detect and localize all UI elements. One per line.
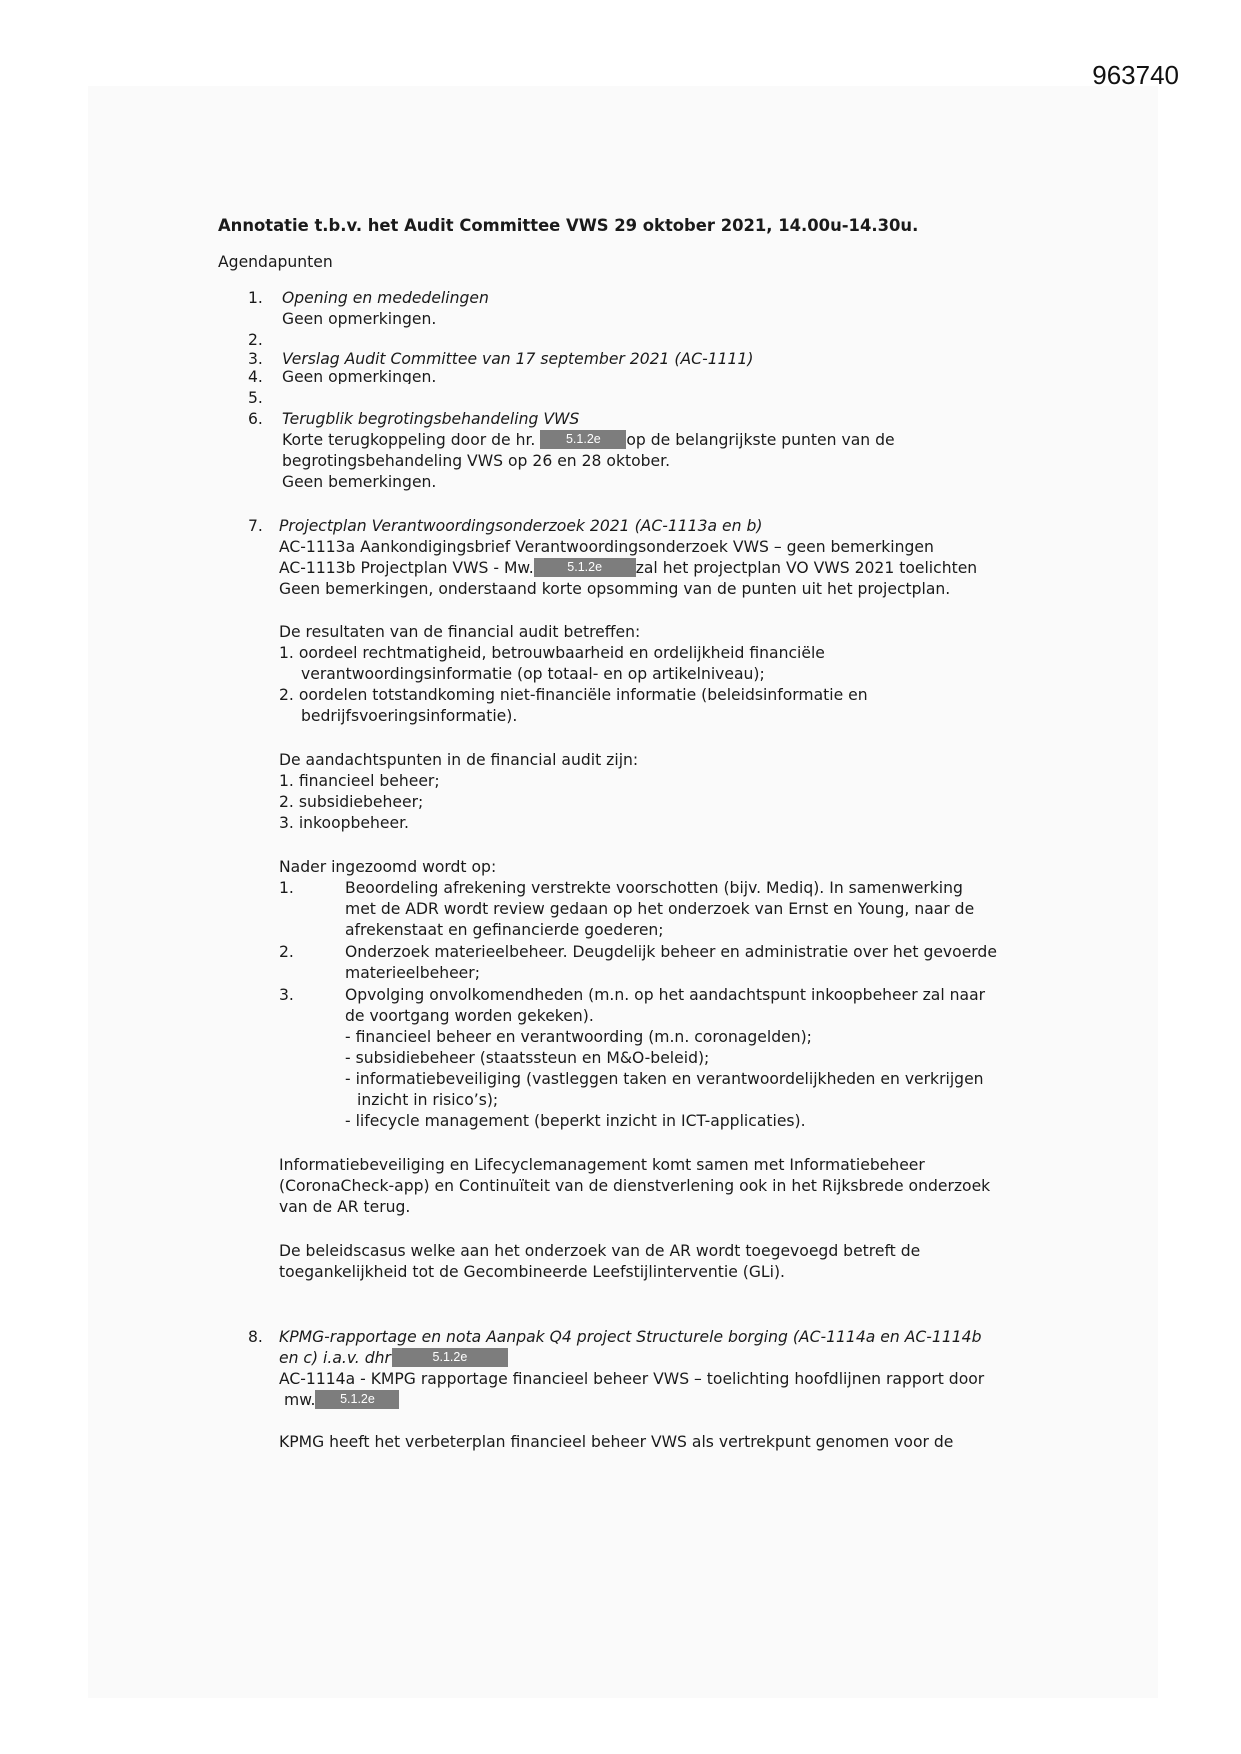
para-2-line-2: toegankelijkheid tot de Gecombineerde Leefstijlinterventie (GLi). — [279, 1263, 785, 1281]
zoom-heading: Nader ingezoomd wordt op: — [279, 858, 497, 876]
item-4-clipped-row — [240, 368, 440, 384]
item-3-title: Verslag Audit Committee van 17 september 2021 (AC-1111) — [282, 350, 754, 368]
agenda-heading: Agendapunten — [218, 253, 333, 271]
zoom-3-sub-4: - lifecycle management (beperkt inzicht in ICT-applicaties). — [345, 1112, 806, 1130]
item-2-number: 2. — [248, 331, 263, 349]
item-7-line-2-end: zal het projectplan VO VWS 2021 toelichten — [635, 559, 978, 577]
item-8-line-1: AC-1114a - KMPG rapportage financieel beheer VWS – toelichting hoofdlijnen rapport door — [279, 1370, 985, 1388]
zoom-1-line-1: Beoordeling afrekening verstrekte voorschotten (bijv. Mediq). In samenwerking — [345, 879, 963, 897]
para-2-line-1: De beleidscasus welke aan het onderzoek van de AR wordt toegevoegd betreft de — [279, 1242, 921, 1260]
result-2-line-2: bedrijfsvoeringsinformatie). — [301, 707, 518, 725]
item-3-number: 3. — [248, 350, 263, 368]
focus-item-2: 2. subsidiebeheer; — [279, 793, 424, 811]
item-7-line-3: Geen bemerkingen, onderstaand korte opsomming van de punten uit het projectplan. — [279, 580, 951, 598]
item-6-title: Terugblik begrotingsbehandeling VWS — [282, 410, 580, 428]
item-5-number: 5. — [248, 389, 263, 407]
item-8-number: 8. — [248, 1328, 263, 1346]
item-7-title: Projectplan Verantwoordingsonderzoek 2021 (AC-1113a en b) — [279, 517, 763, 535]
item-4-number: 4. — [248, 368, 263, 384]
result-1-line-1: 1. oordeel rechtmatigheid, betrouwbaarheid en ordelijkheid financiële — [279, 644, 825, 662]
focus-heading: De aandachtspunten in de financial audit zijn: — [279, 751, 639, 769]
item-8-line-2 — [284, 1390, 399, 1410]
redaction-box: 5.1.2e — [392, 1348, 508, 1367]
item-7-line-2 — [279, 558, 977, 578]
item-7-line-1: AC-1113a Aankondigingsbrief Verantwoordingsonderzoek VWS – geen bemerkingen — [279, 538, 934, 556]
item-6-number: 6. — [248, 410, 263, 428]
item-6-line-3: Geen bemerkingen. — [282, 473, 437, 491]
item-6-line-1 — [282, 430, 895, 450]
redaction-box: 5.1.2e — [540, 430, 626, 449]
zoom-2-line-1: Onderzoek materieelbeheer. Deugdelijk beheer en administratie over het gevoerde — [345, 943, 997, 961]
item-6-line-1-end: op de belangrijkste punten van de — [626, 431, 895, 449]
item-7-number: 7. — [248, 517, 263, 535]
para-1-line-3: van de AR terug. — [279, 1198, 411, 1216]
document-title: Annotatie t.b.v. het Audit Committee VWS 29 oktober 2021, 14.00u-14.30u. — [218, 216, 919, 235]
zoom-1-line-3: afrekenstaat en gefinancierde goederen; — [345, 921, 664, 939]
result-1-line-2: verantwoordingsinformatie (op totaal- en op artikelniveau); — [301, 665, 765, 683]
zoom-3-sub-3-line-2: inzicht in risico’s); — [357, 1091, 499, 1109]
item-1-title: Opening en mededelingen — [282, 289, 489, 307]
item-8-title-line-2 — [279, 1348, 508, 1368]
item-8-line-3: KPMG heeft het verbeterplan financieel beheer VWS als vertrekpunt genomen voor de — [279, 1433, 954, 1451]
zoom-1-number: 1. — [279, 879, 294, 897]
document-number: 963740 — [1092, 60, 1179, 90]
focus-item-3: 3. inkoopbeheer. — [279, 814, 410, 832]
zoom-3-line-2: de voortgang worden gekeken). — [345, 1007, 594, 1025]
focus-item-1: 1. financieel beheer; — [279, 772, 440, 790]
redaction-box: 5.1.2e — [315, 1390, 399, 1409]
item-4-remark: Geen opmerkingen. — [282, 368, 437, 384]
para-1-line-1: Informatiebeveiliging en Lifecyclemanagement komt samen met Informatiebeheer — [279, 1156, 925, 1174]
zoom-3-number: 3. — [279, 986, 294, 1004]
item-7-line-2-start: AC-1113b Projectplan VWS - Mw. — [279, 559, 534, 577]
zoom-2-number: 2. — [279, 943, 294, 961]
para-1-line-2: (CoronaCheck-app) en Continuïteit van de dienstverlening ook in het Rijksbrede onderzoek — [279, 1177, 991, 1195]
zoom-1-line-2: met de ADR wordt review gedaan op het onderzoek van Ernst en Young, naar de — [345, 900, 975, 918]
zoom-3-sub-1: - financieel beheer en verantwoording (m.n. coronagelden); — [345, 1028, 812, 1046]
item-8-title-line-2-text: en c) i.a.v. dhr — [279, 1349, 391, 1367]
zoom-3-sub-2: - subsidiebeheer (staatssteun en M&O-beleid); — [345, 1049, 710, 1067]
zoom-3-sub-3-line-1: - informatiebeveiliging (vastleggen taken en verantwoordelijkheden en verkrijgen — [345, 1070, 984, 1088]
zoom-3-line-1: Opvolging onvolkomendheden (m.n. op het aandachtspunt inkoopbeheer zal naar — [345, 986, 986, 1004]
redaction-box: 5.1.2e — [534, 558, 636, 577]
item-6-line-2: begrotingsbehandeling VWS op 26 en 28 oktober. — [282, 452, 671, 470]
item-1-remark: Geen opmerkingen. — [282, 310, 437, 328]
zoom-2-line-2: materieelbeheer; — [345, 964, 480, 982]
item-8-line-2-text: mw. — [284, 1391, 316, 1409]
item-8-title-line-1: KPMG-rapportage en nota Aanpak Q4 project Structurele borging (AC-1114a en AC-1114b — [279, 1328, 982, 1346]
results-heading: De resultaten van de financial audit betreffen: — [279, 623, 641, 641]
item-6-line-1-start: Korte terugkoppeling door de hr. — [282, 431, 536, 449]
item-1-number: 1. — [248, 289, 263, 307]
result-2-line-1: 2. oordelen totstandkoming niet-financiële informatie (beleidsinformatie en — [279, 686, 868, 704]
